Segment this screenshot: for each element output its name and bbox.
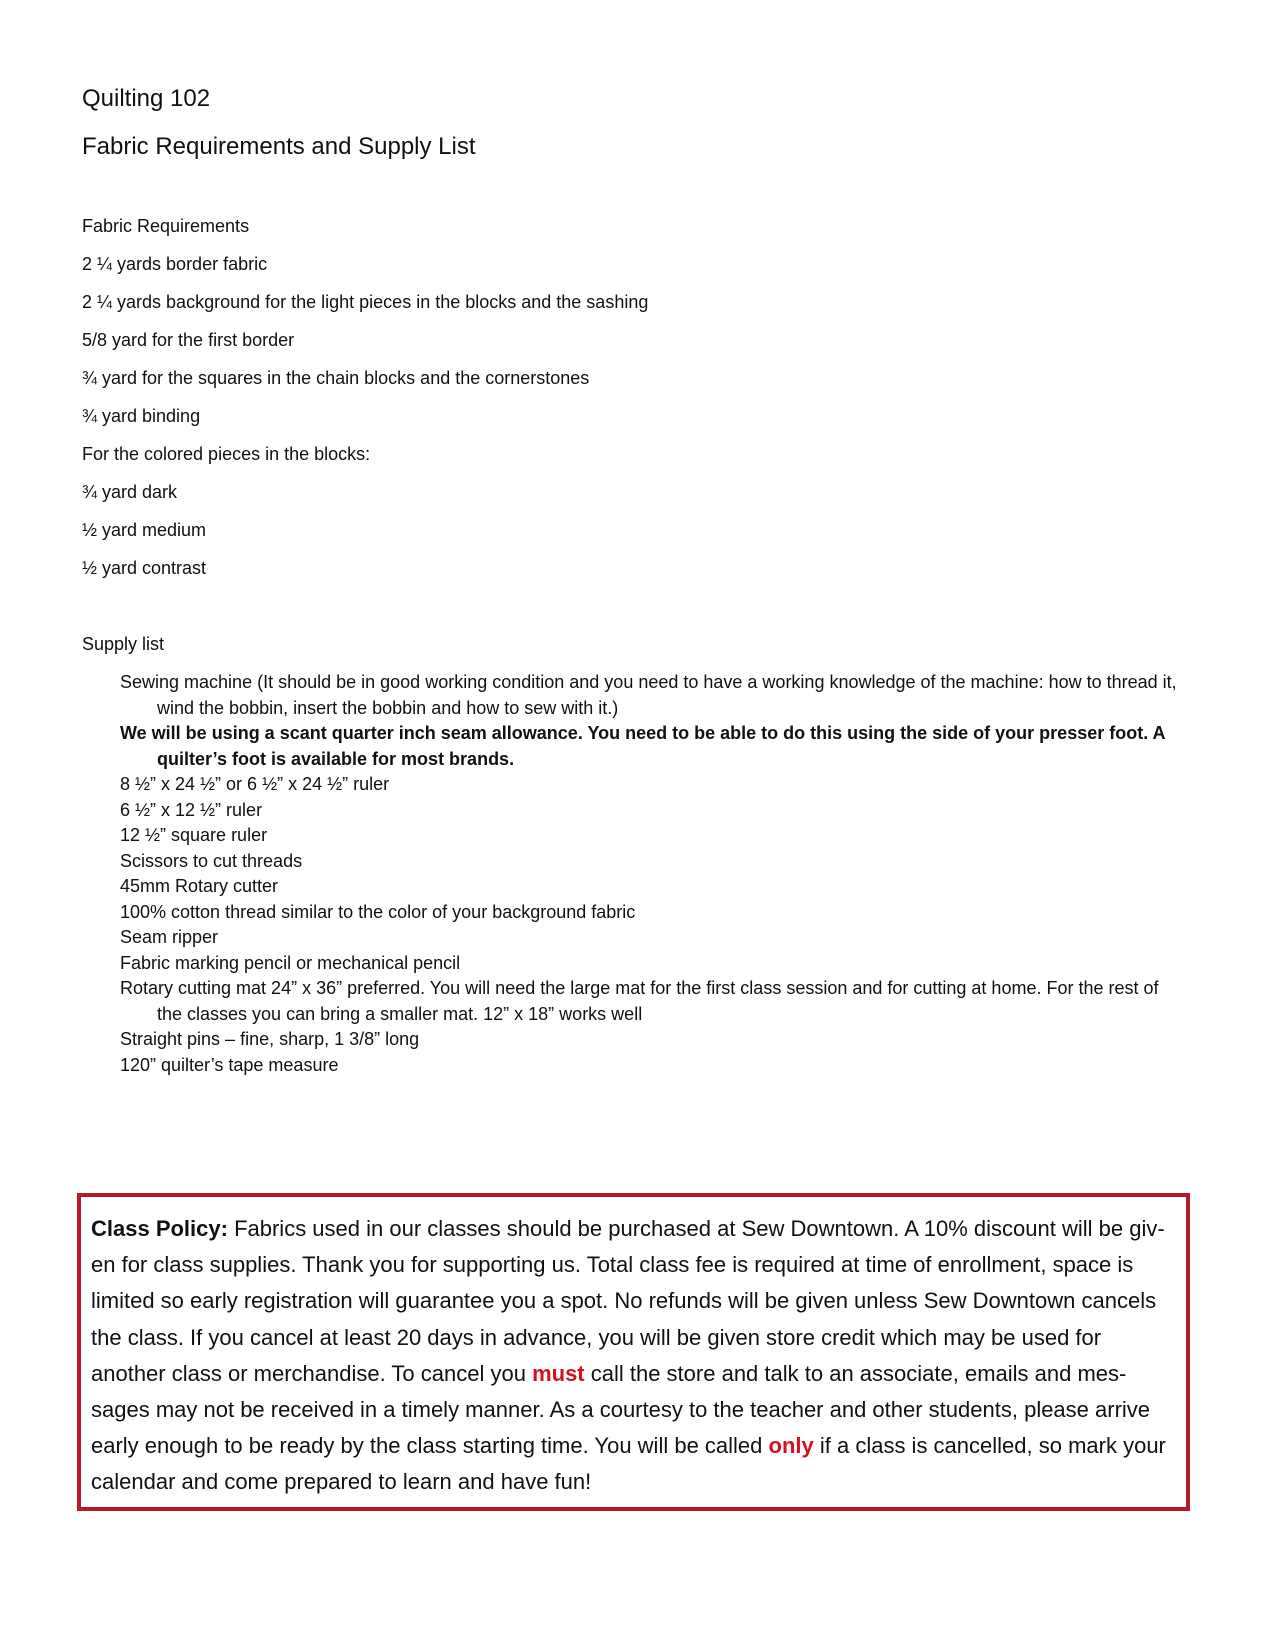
supply-item: Sewing machine (It should be in good working condition and you need to have a working knowledge of the machine: how to thread it, wind the bobbin, insert the bobbin and how to sew with it.) — [120, 672, 1177, 718]
supply-item: 120” quilter’s tape measure — [120, 1054, 339, 1075]
fabric-requirements-heading: Fabric Requirements — [82, 216, 250, 236]
supply-item: 6 ½” x 12 ½” ruler — [120, 799, 263, 820]
fabric-item: ¾ yard for the squares in the chain blocks and the cornerstones — [82, 368, 590, 388]
supply-item: 100% cotton thread similar to the color of your background fabric — [120, 901, 636, 922]
emphasis-only: only — [768, 1433, 814, 1459]
fabric-item: ¾ yard binding — [82, 406, 201, 426]
fabric-item: For the colored pieces in the blocks: — [82, 444, 371, 464]
fabric-requirements-section — [82, 215, 1182, 595]
supply-item-seam-note: We will be using a scant quarter inch seam allowance. You need to be able to do this using the side of your presser foot. A quilter’s foot is available for most brands. — [120, 723, 1165, 769]
class-policy-body: call the store and talk to an associate, emails and messages may not be received in a timely manner. As a courtesy to the teacher and other students, please arrive early enough to be ready by the class starting time. You will be called — [91, 1360, 1151, 1459]
page-title: Quilting 102 — [82, 85, 211, 112]
emphasis-must: must — [532, 1360, 585, 1386]
fabric-item: ¾ yard dark — [82, 482, 178, 502]
supply-item: Seam ripper — [120, 927, 219, 947]
class-policy-label: Class Policy: — [91, 1216, 228, 1241]
supply-item: Fabric marking pencil or mechanical pencil — [120, 952, 461, 973]
supply-item: Rotary cutting mat 24” x 36” preferred. You will need the large mat for the first class session and for cutting at home. For the rest of the classes you can bring a smaller mat. 12” x 18” works well — [120, 978, 1159, 1024]
class-policy-body: Fabrics used in our classes should be purchased at Sew Downtown. A 10% discount will be given for class supplies. Thank you for supporting us. Total class fee is required at time of enrollment, space is limited so early registration will guarantee you a spot. No refunds will be given unless Sew Downtown cancels the class. If you cancel at least 20 days in advance, you will be given store credit which may be used for another class or merchandise. To cancel you — [91, 1216, 1165, 1386]
class-policy-body: if a class is cancelled, so mark your calendar and come prepared to learn and have fun! — [91, 1433, 1166, 1495]
supply-item: 8 ½” x 24 ½” or 6 ½” x 24 ½” ruler — [120, 774, 390, 794]
page-subtitle: Fabric Requirements and Supply List — [82, 133, 476, 160]
supply-list-heading: Supply list — [82, 634, 165, 654]
supply-item: Scissors to cut threads — [120, 850, 303, 871]
fabric-item: ½ yard medium — [82, 520, 207, 540]
fabric-item: ½ yard contrast — [82, 558, 207, 578]
supply-item: 12 ½” square ruler — [120, 825, 268, 845]
supply-item: Straight pins – fine, sharp, 1 3/8” long — [120, 1029, 420, 1049]
class-policy-box — [77, 1193, 1190, 1511]
class-policy-text — [91, 1211, 1174, 1501]
fabric-item: 2 ¼ yards background for the light pieces in the blocks and the sashing — [82, 292, 649, 312]
fabric-item: 2 ¼ yards border fabric — [82, 254, 268, 274]
supply-list — [120, 670, 1180, 1078]
fabric-item: 5/8 yard for the first border — [82, 330, 295, 350]
supply-item: 45mm Rotary cutter — [120, 876, 279, 896]
